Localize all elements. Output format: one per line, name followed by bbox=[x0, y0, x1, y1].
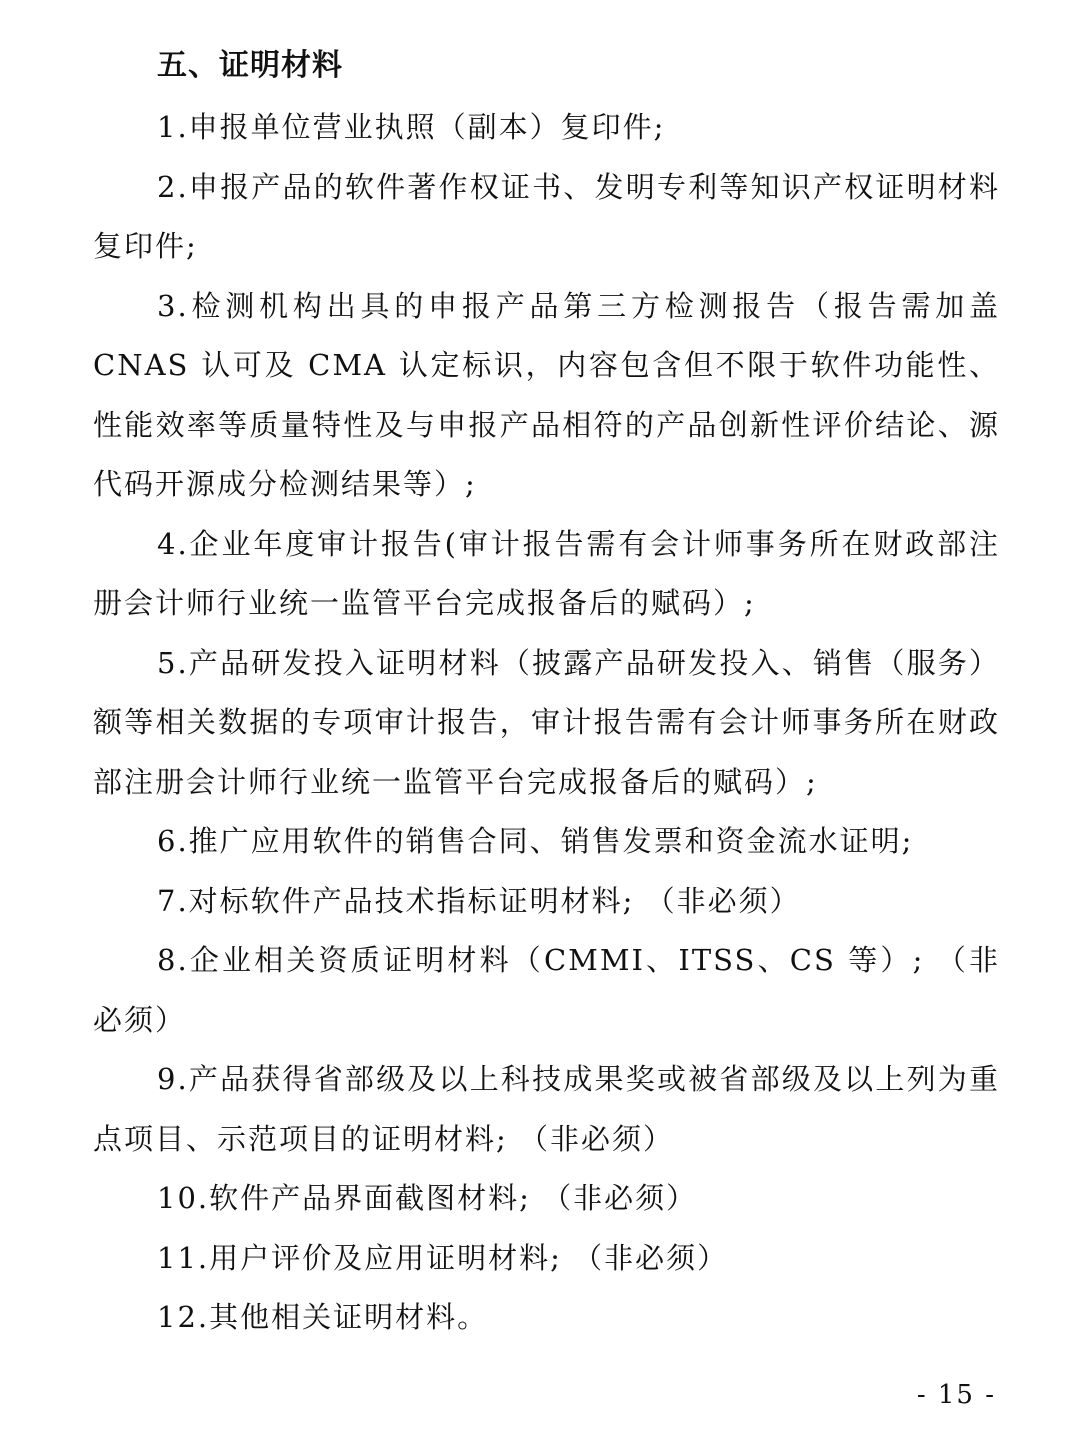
list-item: 8.企业相关资质证明材料（CMMI、ITSS、CS 等）; （非必须） bbox=[93, 943, 1000, 1037]
list-item: 9.产品获得省部级及以上科技成果奖或被省部级及以上列为重点项目、示范项目的证明材料; （非必须） bbox=[93, 1062, 1000, 1156]
list-item: 7.对标软件产品技术指标证明材料; （非必须） bbox=[157, 883, 801, 918]
list-item: 2.申报产品的软件著作权证书、发明专利等知识产权证明材料复印件; bbox=[93, 169, 1000, 263]
list-item: 12.其他相关证明材料。 bbox=[157, 1300, 489, 1334]
material-list bbox=[93, 98, 1000, 1348]
page-number: - 15 - bbox=[916, 1380, 996, 1410]
list-item: 10.软件产品界面截图材料; （非必须） bbox=[157, 1181, 698, 1215]
list-item: 3.检测机构出具的申报产品第三方检测报告（报告需加盖 CNAS 认可及 CMA 认定标识，内容包含但不限于软件功能性、性能效率等质量特性及与申报产品相符的产品创新性评价结论、源代码开源成分检测结果等）; bbox=[93, 288, 1000, 501]
list-item: 1.申报单位营业执照（副本）复印件; bbox=[157, 110, 666, 144]
list-item: 4.企业年度审计报告(审计报告需有会计师事务所在财政部注册会计师行业统一监管平台完成报备后的赋码）; bbox=[93, 526, 1000, 620]
list-item: 6.推广应用软件的销售合同、销售发票和资金流水证明; bbox=[157, 824, 914, 858]
list-item: 11.用户评价及应用证明材料; （非必须） bbox=[157, 1240, 729, 1275]
section-heading: 五、证明材料 bbox=[157, 48, 343, 83]
list-item: 5.产品研发投入证明材料（披露产品研发投入、销售（服务）额等相关数据的专项审计报告，审计报告需有会计师事务所在财政部注册会计师行业统一监管平台完成报备后的赋码）; bbox=[93, 645, 1000, 799]
